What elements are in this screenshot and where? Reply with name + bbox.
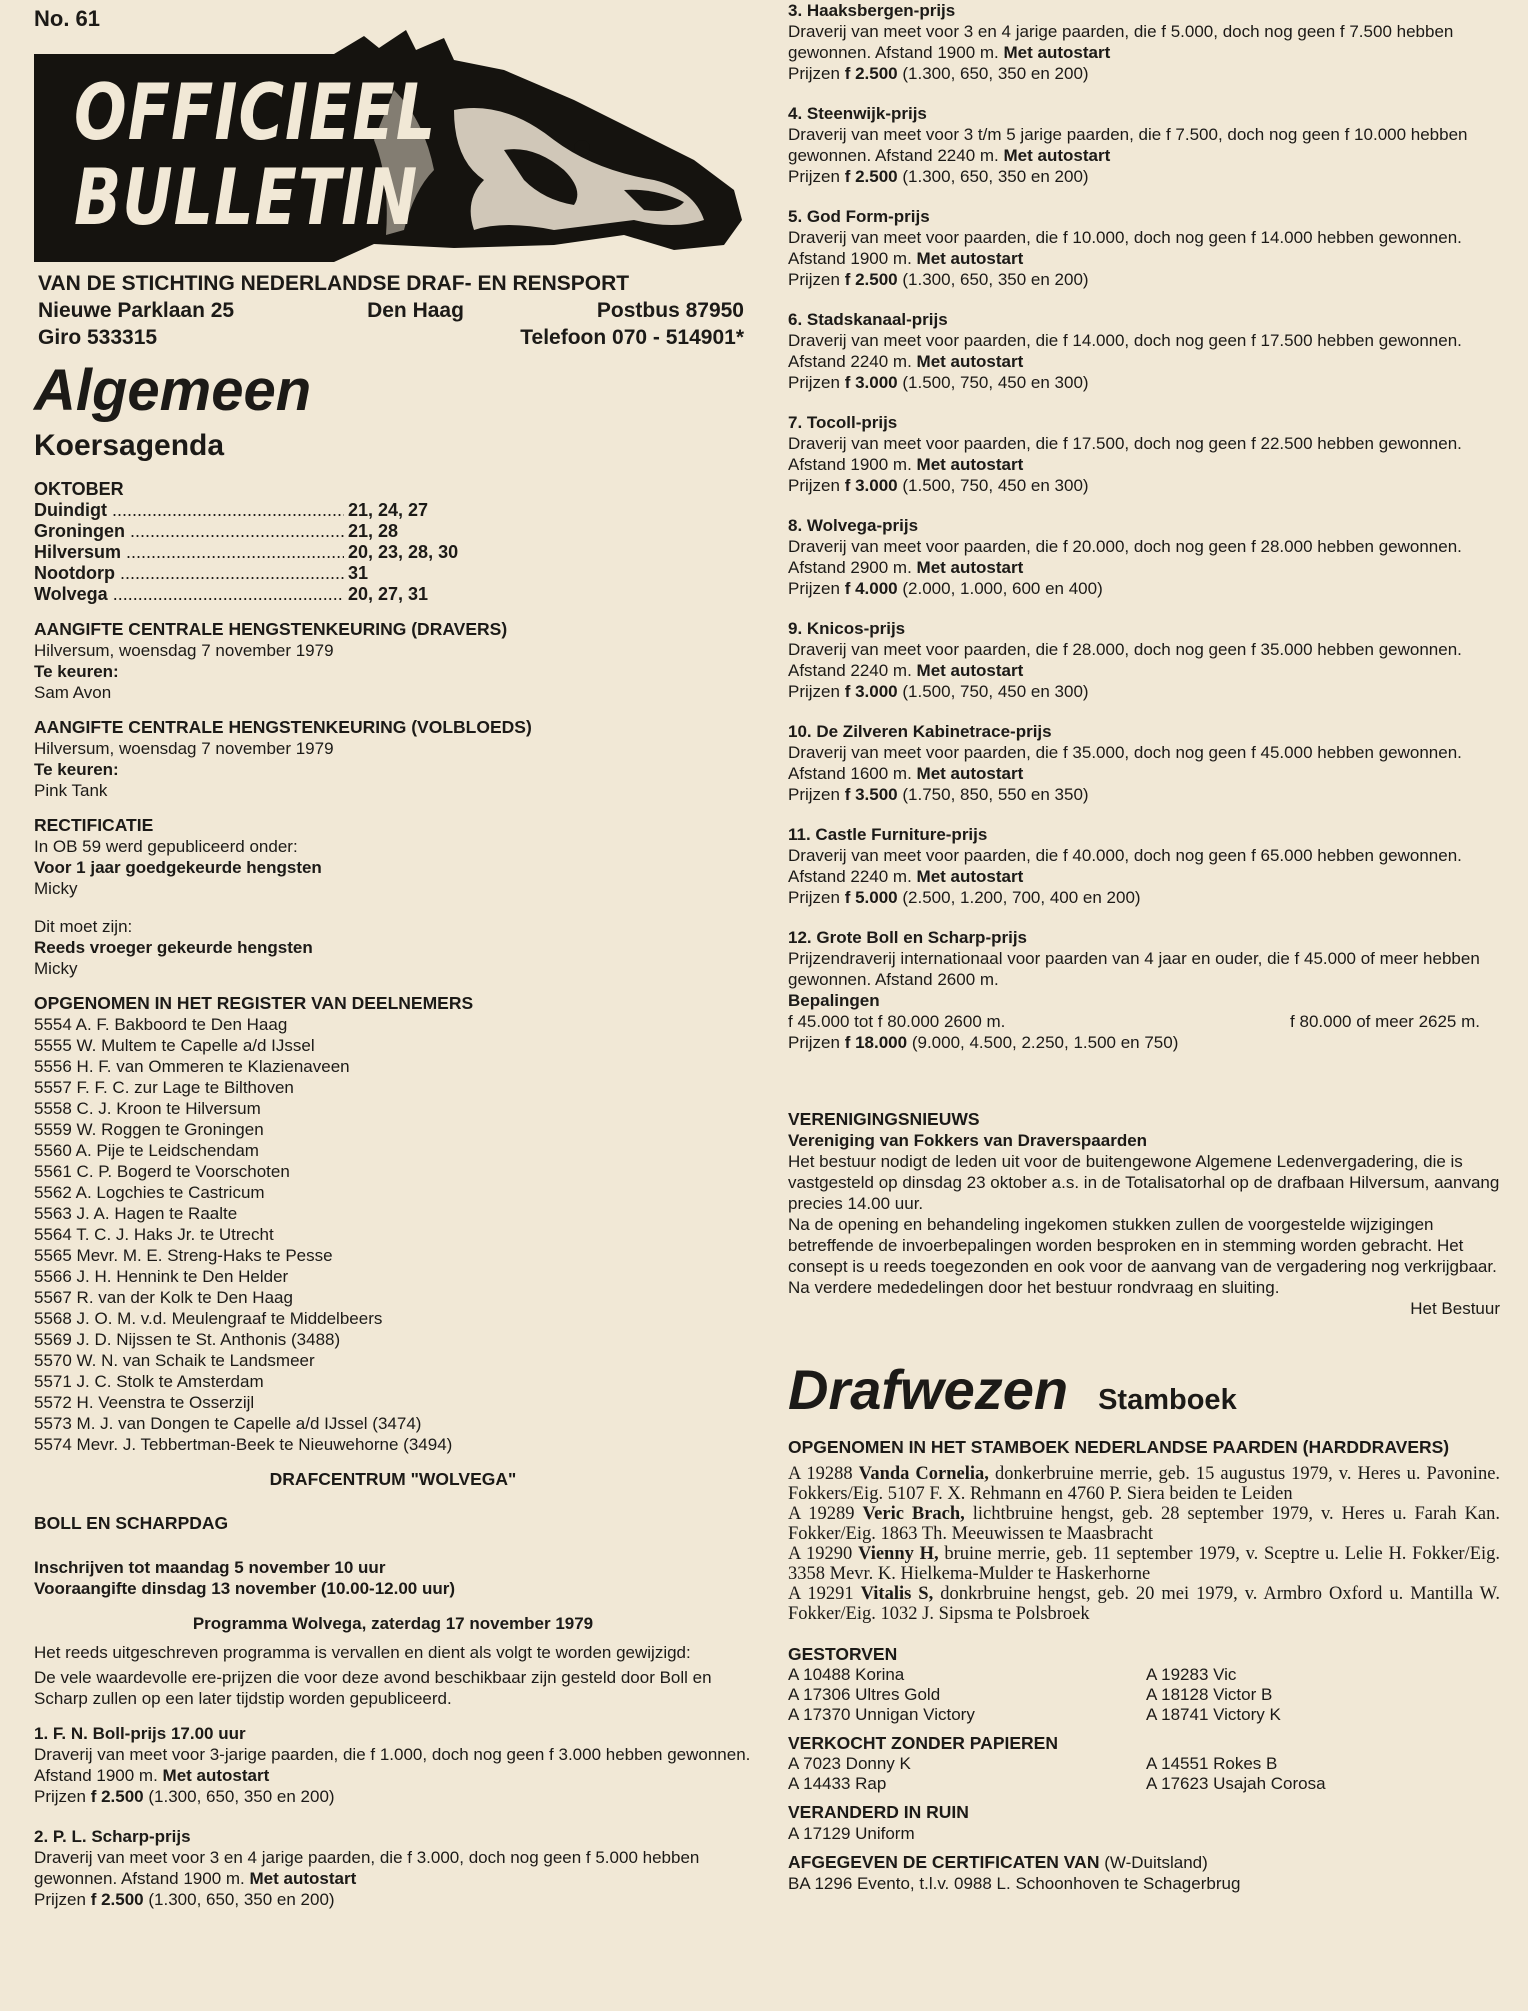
- register-entry: 5555 W. Multem te Capelle a/d IJssel: [34, 1036, 315, 1055]
- race-item: [788, 721, 1500, 805]
- race-start: Met autostart: [916, 455, 1024, 474]
- race-item: [788, 618, 1500, 702]
- verkocht-entry: A 17623 Usajah Corosa: [1146, 1774, 1326, 1793]
- register-entry: 5572 H. Veenstra te Osserzijl: [34, 1393, 255, 1412]
- race-item: [788, 309, 1500, 393]
- race-conditions: Draverij van meet voor paarden, die f 14.000, doch nog geen f 17.500 hebben gewonnen. Afstand 2240 m. Met autostart: [788, 331, 1462, 371]
- race-prizes: Prijzen f 3.000 (1.500, 750, 450 en 300): [788, 476, 1089, 495]
- publisher-name: VAN DE STICHTING NEDERLANDSE DRAF- EN RENSPORT: [38, 272, 630, 295]
- race-prizes: Prijzen f 4.000 (2.000, 1.000, 600 en 400): [788, 579, 1103, 598]
- race-item: [34, 1826, 752, 1910]
- city: Den Haag: [367, 299, 464, 322]
- race-title: 6. Stadskanaal-prijs: [788, 310, 948, 329]
- register-entry: 5570 W. N. van Schaik te Landsmeer: [34, 1351, 315, 1370]
- agenda-location: Wolvega .....: [34, 584, 344, 605]
- right-column: [788, 0, 1500, 1894]
- race-title: 5. God Form-prijs: [788, 207, 930, 226]
- race-start: Met autostart: [249, 1869, 357, 1888]
- register-entry: 5563 J. A. Hagen te Raalte: [34, 1204, 238, 1223]
- race-prizes: Prijzen f 2.500 (1.300, 650, 350 en 200): [788, 167, 1089, 186]
- race-prizes: Prijzen f 2.500 (1.300, 650, 350 en 200): [34, 1787, 335, 1806]
- race-prize: f 2.500: [844, 270, 898, 289]
- race-conditions: Draverij van meet voor paarden, die f 28.000, doch nog geen f 35.000 hebben gewonnen. Afstand 2240 m. Met autostart: [788, 640, 1462, 680]
- register-entry: 5558 C. J. Kroon te Hilversum: [34, 1099, 261, 1118]
- register-entry: 5573 M. J. van Dongen te Capelle a/d IJssel (3474): [34, 1414, 422, 1433]
- publisher-info: [38, 270, 744, 351]
- race-title: 2. P. L. Scharp-prijs: [34, 1827, 191, 1846]
- race-prize: f 5.000: [844, 888, 898, 907]
- stamboek-id: A 19289: [788, 1504, 855, 1524]
- agenda-location: Hilversum .....: [34, 542, 344, 563]
- race-conditions: Draverij van meet voor 3 en 4 jarige paarden, die f 3.000, doch nog geen f 5.000 hebben gewonnen. Afstand 1900 m. Met autostart: [34, 1848, 700, 1888]
- race-start: Met autostart: [916, 764, 1024, 783]
- agenda-dates: 21, 24, 27: [348, 500, 429, 520]
- verkocht-entry: A 14433 Rap: [788, 1774, 887, 1793]
- stamboek-entry: [788, 1504, 1500, 1544]
- dravers-block: AANGIFTE CENTRALE HENGSTENKEURING (DRAVERS) Hilversum, woensdag 7 november 1979 Te keuren: Sam Avon: [34, 619, 508, 702]
- gestorven-entry: A 17306 Ultres Gold: [788, 1685, 941, 1704]
- stamboek-entry: [788, 1544, 1500, 1584]
- race-item: [788, 103, 1500, 187]
- stamboek-id: A 19291: [788, 1584, 854, 1604]
- register-entry: 5557 F. F. C. zur Lage te Bilthoven: [34, 1078, 294, 1097]
- register-entry: 5574 Mevr. J. Tebbertman-Beek te Nieuwehorne (3494): [34, 1435, 453, 1454]
- issue-number: No. 61: [34, 6, 101, 31]
- agenda-dates: 21, 28: [348, 521, 399, 541]
- logo-title: OFFICIEEL BULLETIN: [74, 66, 437, 243]
- register-entry: 5571 J. C. Stolk te Amsterdam: [34, 1372, 264, 1391]
- race-prize: f 3.000: [844, 373, 898, 392]
- agenda-dates: 20, 27, 31: [348, 584, 429, 604]
- race-title: 10. De Zilveren Kabinetrace-prijs: [788, 722, 1052, 741]
- race-title: 7. Tocoll-prijs: [788, 413, 898, 432]
- stamboek-entries: [788, 1464, 1500, 1624]
- race-prizes: Prijzen f 5.000 (2.500, 1.200, 700, 400 en 200): [788, 888, 1141, 907]
- stamboek-heading: OPGENOMEN IN HET STAMBOEK NEDERLANDSE PAARDEN (HARDDRAVERS): [788, 1437, 1450, 1457]
- race-prize: f 3.000: [844, 476, 898, 495]
- stamboek-name: Vitalis S,: [860, 1584, 934, 1604]
- logo: [34, 30, 742, 262]
- race-title: 1. F. N. Boll-prijs 17.00 uur: [34, 1724, 246, 1743]
- gestorven-entry: A 18128 Victor B: [1146, 1685, 1273, 1704]
- register-entry: 5566 J. H. Hennink te Den Helder: [34, 1267, 289, 1286]
- race-conditions: Draverij van meet voor 3 en 4 jarige paarden, die f 5.000, doch nog geen f 7.500 hebben gewonnen. Afstand 1900 m. Met autostart: [788, 22, 1454, 62]
- race-title: 4. Steenwijk-prijs: [788, 104, 927, 123]
- postbus: Postbus 87950: [596, 299, 744, 322]
- race-item: [788, 412, 1500, 496]
- drafwezen-section: [788, 1359, 1500, 1894]
- agenda-dates: 20, 23, 28, 30: [348, 542, 459, 562]
- races-left: [34, 1723, 752, 1910]
- race-prizes: Prijzen f 3.000 (1.500, 750, 450 en 300): [788, 682, 1089, 701]
- race-conditions: Draverij van meet voor paarden, die f 40.000, doch nog geen f 65.000 hebben gewonnen. Afstand 2240 m. Met autostart: [788, 846, 1462, 886]
- agenda-location: Nootdorp .....: [34, 563, 344, 584]
- left-column: [34, 0, 752, 1929]
- race-prize: f 3.000: [844, 682, 898, 701]
- register-entry: 5564 T. C. J. Haks Jr. te Utrecht: [34, 1225, 274, 1244]
- race-start: Met autostart: [1003, 146, 1111, 165]
- race-conditions: Draverij van meet voor paarden, die f 35.000, doch nog geen f 45.000 hebben gewonnen. Afstand 1600 m. Met autostart: [788, 743, 1462, 783]
- phone: Telefoon 070 - 514901*: [520, 326, 744, 349]
- stamboek-text: donkerbruine merrie, geb. 15 augustus 1979, v. Heres u. Pavonine. Fokkers/Eig. 5107 F. X. Rehmann en 4760 P. Siera beiden te Leiden: [788, 1464, 1501, 1504]
- race-title: 8. Wolvega-prijs: [788, 516, 919, 535]
- race-start: Met autostart: [916, 249, 1024, 268]
- race-conditions: Draverij van meet voor paarden, die f 20.000, doch nog geen f 28.000 hebben gewonnen. Afstand 2900 m. Met autostart: [788, 537, 1462, 577]
- stamboek-id: A 19288: [788, 1464, 853, 1484]
- section-title-algemeen: Algemeen: [34, 358, 312, 423]
- masthead: [34, 0, 752, 349]
- race-prizes: Prijzen f 3.000 (1.500, 750, 450 en 300): [788, 373, 1089, 392]
- agenda-row: [34, 521, 752, 542]
- race-item: [788, 515, 1500, 599]
- race-prizes: Prijzen f 2.500 (1.300, 650, 350 en 200): [788, 270, 1089, 289]
- stamboek-entry: [788, 1584, 1500, 1624]
- register-entry: 5559 W. Roggen te Groningen: [34, 1120, 264, 1139]
- gestorven-entry: A 10488 Korina: [788, 1665, 905, 1684]
- race-prize: f 3.500: [844, 785, 898, 804]
- register-entry: 5560 A. Pije te Leidschendam: [34, 1141, 259, 1160]
- stamboek-name: Vienny H,: [858, 1544, 939, 1564]
- race-prizes: Prijzen f 2.500 (1.300, 650, 350 en 200): [788, 64, 1089, 83]
- register-entry: 5569 J. D. Nijssen te St. Anthonis (3488): [34, 1330, 341, 1349]
- stamboek-title: Stamboek: [1098, 1384, 1237, 1416]
- race-conditions: Draverij van meet voor 3 t/m 5 jarige paarden, die f 7.500, doch nog geen f 10.000 hebben gewonnen. Afstand 2240 m. Met autostart: [788, 125, 1468, 165]
- agenda-row: [34, 563, 752, 584]
- verkocht-entry: A 14551 Rokes B: [1146, 1754, 1278, 1773]
- address: Nieuwe Parklaan 25: [38, 299, 235, 322]
- races-right: [788, 0, 1500, 908]
- stamboek-text: bruine merrie, geb. 11 september 1979, v. Sceptre u. Lelie H. Fokker/Eig. 3358 Mevr. K. Hielkema-Mulder te Haskerhorne: [788, 1544, 1501, 1584]
- giro: Giro 533315: [38, 326, 158, 349]
- stamboek-entry: [788, 1464, 1500, 1504]
- gestorven-entry: A 18741 Victory K: [1146, 1705, 1281, 1724]
- race-title: 9. Knicos-prijs: [788, 619, 906, 638]
- stamboek-text: donkrbruine hengst, geb. 20 mei 1979, v. Armbro Oxford u. Mantilla W. Fokker/Eig. 1032 J. Sipsma te Polsbroek: [788, 1584, 1501, 1624]
- race-prizes: Prijzen f 2.500 (1.300, 650, 350 en 200): [34, 1890, 335, 1909]
- gestorven-entry: A 17370 Unnigan Victory: [788, 1705, 975, 1724]
- volbloeds-block: AANGIFTE CENTRALE HENGSTENKEURING (VOLBLOEDS) Hilversum, woensdag 7 november 1979 Te keuren: Pink Tank: [34, 717, 532, 800]
- verkocht-entry: A 7023 Donny K: [788, 1754, 911, 1773]
- race-title: 3. Haaksbergen-prijs: [788, 1, 956, 20]
- agenda-row: [34, 584, 752, 605]
- race-title: 11. Castle Furniture-prijs: [788, 825, 988, 844]
- agenda-location: Groningen .....: [34, 521, 344, 542]
- agenda-row: [34, 542, 752, 563]
- wolvega-block: DRAFCENTRUM "WOLVEGA" BOLL EN SCHARPDAG Inschrijven tot maandag 5 november 10 uur Vooraangifte dinsdag 13 november (10.00-12.00 uur) Programma Wolvega, zaterdag 17 november 1979 Het reeds uitgeschreven programma is vervallen en dient als volgt te worden gewijzigd: De vele waardevolle ere-prijzen die voor deze avond beschikbaar zijn gesteld door Boll en Scharp zullen op een later tijdstip worden gepubliceerd.: [34, 1469, 712, 1708]
- stamboek-text: lichtbruine hengst, geb. 28 september 1979, v. Heres u. Farah Kan. Fokker/Eig. 1863 Th. Meeuwissen te Maasbracht: [788, 1504, 1501, 1544]
- section-title-drafwezen: Drafwezen: [788, 1358, 1069, 1421]
- rectificatie-block: RECTIFICATIE In OB 59 werd gepubliceerd onder: Voor 1 jaar goedgekeurde hengsten Micky Dit moet zijn: Reeds vroeger gekeurde hengsten Micky: [34, 815, 322, 978]
- gestorven-block: GESTORVEN A 10488 Korina A 19283 Vic A 17306 Ultres Gold A 18128 Victor B A 17370 Unnigan Victory A 18741 Victory K: [788, 1644, 1500, 1725]
- koersagenda-title: Koersagenda: [34, 429, 225, 462]
- register-entry: 5554 A. F. Bakboord te Den Haag: [34, 1015, 288, 1034]
- race-prize: f 2.500: [90, 1787, 144, 1806]
- verenigingsnieuws: VERENIGINGSNIEUWS Vereniging van Fokkers van Draverspaarden Het bestuur nodigt de leden uit voor de buitengewone Algemene Ledenvergadering, die is vastgesteld op dinsdag 23 oktober a.s. in de Totalisatorhal op de drafbaan Hilversum, aanvang precies 14.00 uur. Na de opening en behandeling ingekomen stukken zullen de voorgestelde wijzigingen betreffende de invoerbepalingen worden besproken en in stemming worden gebracht. Het consept is u reeds toegezonden en ook voor de aanvang van de vergadering nog verkrijgbaar. Na verdere mededelingen door het bestuur rondvraag en sluiting. Het Bestuur: [788, 1109, 1500, 1318]
- race-conditions: Draverij van meet voor paarden, die f 10.000, doch nog geen f 14.000 hebben gewonnen. Afstand 1900 m. Met autostart: [788, 228, 1462, 268]
- race-start: Met autostart: [916, 558, 1024, 577]
- race-start: Met autostart: [916, 352, 1024, 371]
- verkocht-block: VERKOCHT ZONDER PAPIEREN A 7023 Donny K A 14551 Rokes B A 14433 Rap A 17623 Usajah Corosa: [788, 1733, 1500, 1794]
- register-entry: 5565 Mevr. M. E. Streng-Haks te Pesse: [34, 1246, 333, 1265]
- agenda-month: OKTOBER: [34, 479, 124, 499]
- register-entry: 5561 C. P. Bogerd te Voorschoten: [34, 1162, 290, 1181]
- race-conditions: Draverij van meet voor paarden, die f 17.500, doch nog geen f 22.500 hebben gewonnen. Afstand 1900 m. Met autostart: [788, 434, 1462, 474]
- register-entry: 5556 H. F. van Ommeren te Klazienaveen: [34, 1057, 350, 1076]
- agenda-dates: 31: [348, 563, 369, 583]
- race-prize: f 2.500: [844, 64, 898, 83]
- race-item: [34, 1723, 752, 1807]
- agenda-row: [34, 500, 752, 521]
- stamboek-name: Vanda Cornelia,: [858, 1464, 989, 1484]
- gestorven-entry: A 19283 Vic: [1146, 1665, 1237, 1684]
- agenda: [34, 479, 752, 605]
- race-prize: f 4.000: [844, 579, 898, 598]
- race-start: Met autostart: [1003, 43, 1111, 62]
- agenda-location: Duindigt .....: [34, 500, 344, 521]
- certificaten-block: AFGEGEVEN DE CERTIFICATEN VAN (W-Duitsland) BA 1296 Evento, t.l.v. 0988 L. Schoonhoven te Schagerbrug: [788, 1852, 1241, 1893]
- register-entry: 5562 A. Logchies te Castricum: [34, 1183, 265, 1202]
- race-prize: f 2.500: [844, 167, 898, 186]
- register-entry: 5567 R. van der Kolk te Den Haag: [34, 1288, 293, 1307]
- race-start: Met autostart: [162, 1766, 270, 1785]
- race-prizes: Prijzen f 3.500 (1.750, 850, 550 en 350): [788, 785, 1089, 804]
- race-12: 12. Grote Boll en Scharp-prijs Prijzendraverij internationaal voor paarden van 4 jaar en ouder, die f 45.000 of meer hebben gewonnen. Afstand 2600 m. Bepalingen f 45.000 tot f 80.000 2600 m. f 80.000 of meer 2625 m. Prijzen f 18.000 (9.000, 4.500, 2.250, 1.500 en 750): [788, 928, 1480, 1052]
- race-start: Met autostart: [916, 661, 1024, 680]
- race-item: [788, 0, 1500, 84]
- register-entry: 5568 J. O. M. v.d. Meulengraaf te Middelbeers: [34, 1309, 383, 1328]
- stamboek-name: Veric Brach,: [862, 1504, 965, 1524]
- race-prize: f 2.500: [90, 1890, 144, 1909]
- race-conditions: Draverij van meet voor 3-jarige paarden, die f 1.000, doch nog geen f 3.000 hebben gewonnen. Afstand 1900 m. Met autostart: [34, 1745, 751, 1785]
- ruin-block: VERANDERD IN RUIN A 17129 Uniform: [788, 1802, 969, 1843]
- register-block: OPGENOMEN IN HET REGISTER VAN DEELNEMERS 5554 A. F. Bakboord te Den Haag 5555 W. Multem te Capelle a/d IJssel 5556 H. F. van Ommeren te Klazienaveen 5557 F. F. C. zur Lage te Bilthoven 5558 C. J. Kroon te Hilversum 5559 W. Roggen te Groningen 5560 A. Pije te Leidschendam 5561 C. P. Bogerd te Voorschoten 5562 A. Logchies te Castricum 5563 J. A. Hagen te Raalte 5564 T. C. J. Haks Jr. te Utrecht 5565 Mevr. M. E. Streng-Haks te Pesse 5566 J. H. Hennink te Den Helder 5567 R. van der Kolk te Den Haag 5568 J. O. M. v.d. Meulengraaf te Middelbeers 5569 J. D. Nijssen te St. Anthonis (3488) 5570 W. N. van Schaik te Landsmeer 5571 J. C. Stolk te Amsterdam 5572 H. Veenstra te Osserzijl 5573 M. J. van Dongen te Capelle a/d IJssel (3474) 5574 Mevr. J. Tebbertman-Beek te Nieuwehorne (3494): [34, 993, 752, 1455]
- race-start: Met autostart: [916, 867, 1024, 886]
- race-item: [788, 824, 1500, 908]
- stamboek-id: A 19290: [788, 1544, 853, 1564]
- race-item: [788, 206, 1500, 290]
